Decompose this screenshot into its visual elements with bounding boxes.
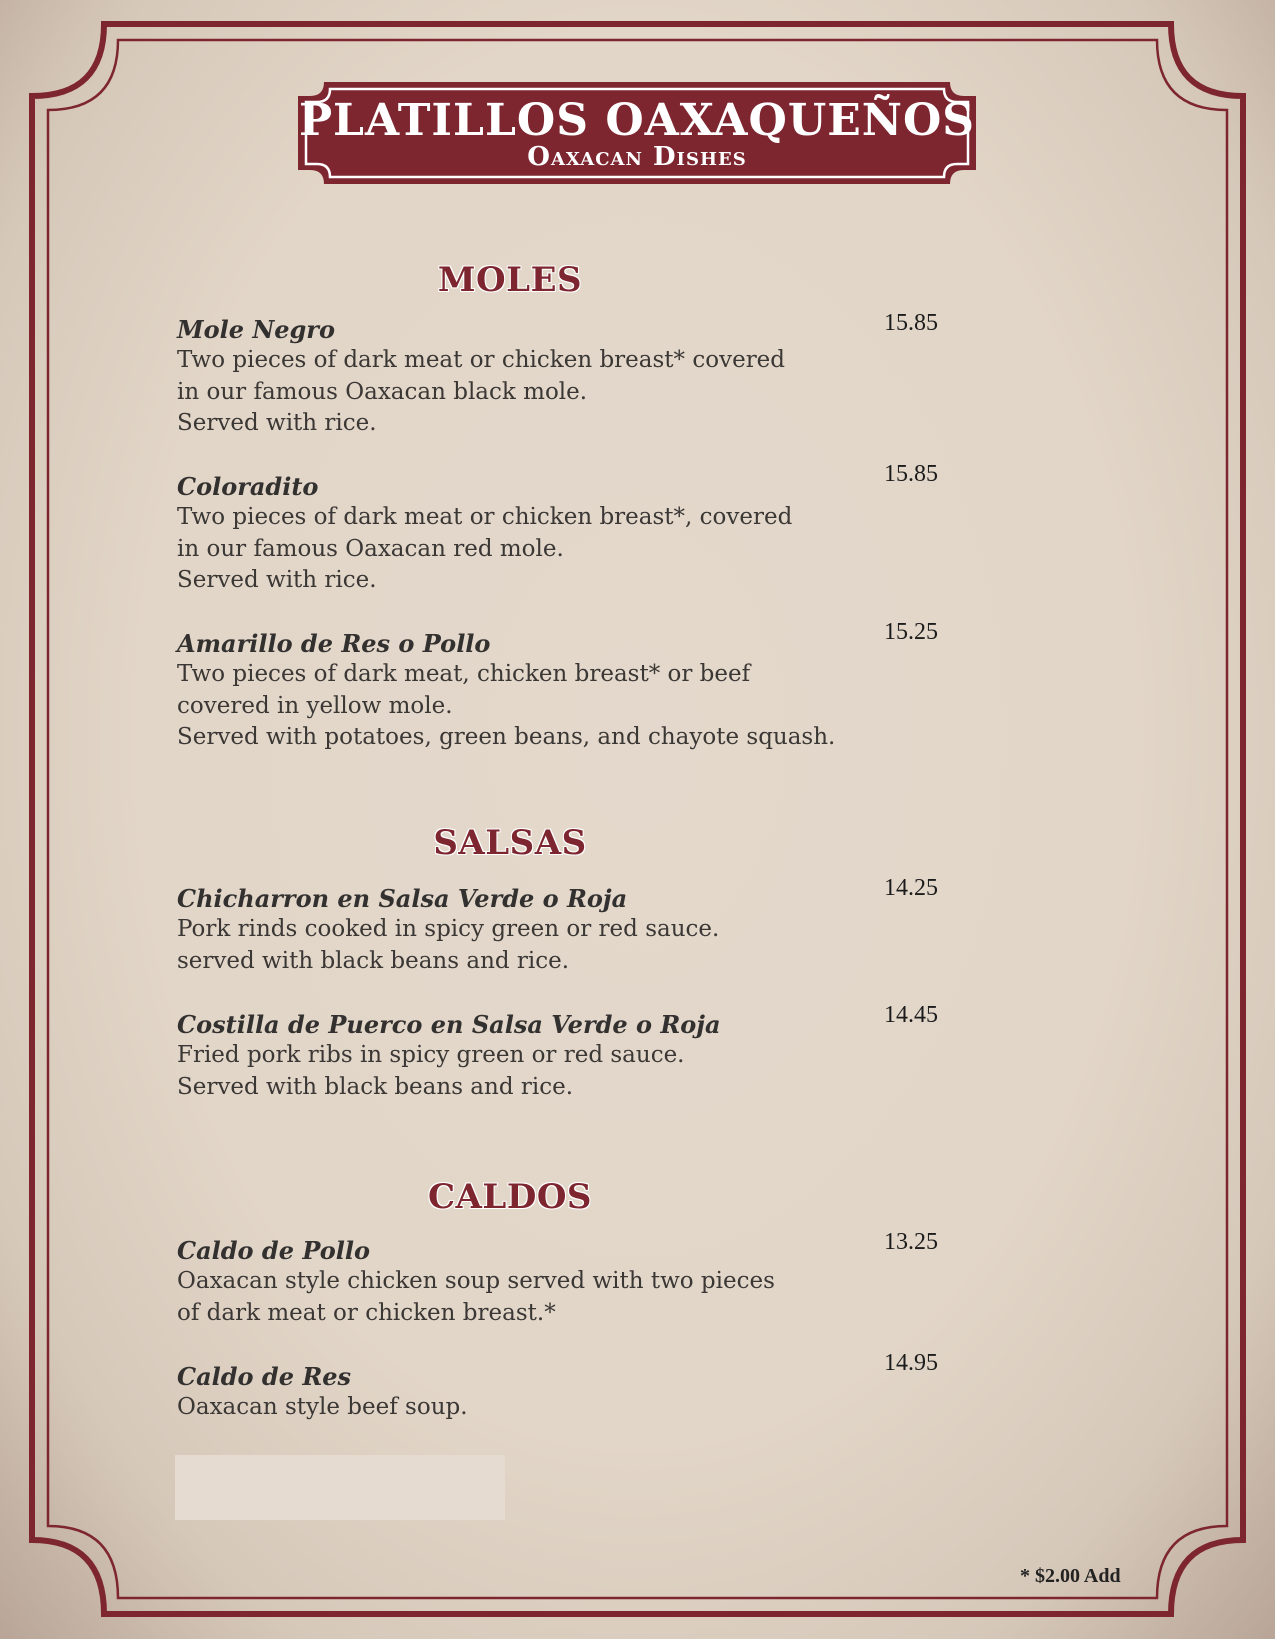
- item-name: Chicharron en Salsa Verde o Roja: [177, 884, 628, 913]
- item-price: 14.45: [884, 1002, 938, 1028]
- item-description: Two pieces of dark meat or chicken breast* covered in our famous Oaxacan black mole. Served with rice.: [177, 347, 786, 436]
- menu-item: [177, 883, 857, 977]
- section-title-salsas: SALSAS: [433, 823, 587, 863]
- menu-item: [177, 314, 857, 440]
- item-description: Oaxacan style beef soup.: [177, 1394, 468, 1420]
- footnote: * $2.00 Add: [1020, 1565, 1121, 1587]
- menu-title: PLATILLOS OAXAQUEÑOS: [298, 95, 976, 146]
- item-price: 15.25: [884, 619, 938, 645]
- menu-item: [177, 1009, 857, 1103]
- item-description: Two pieces of dark meat, chicken breast* or beef covered in yellow mole. Served with potatoes, green beans, and chayote squash.: [177, 661, 836, 750]
- item-price: 14.95: [884, 1350, 938, 1376]
- menu-item: [177, 1235, 857, 1329]
- section-title-moles: MOLES: [437, 260, 583, 300]
- item-description: Fried pork ribs in spicy green or red sauce. Served with black beans and rice.: [177, 1042, 685, 1100]
- section-title-caldos: CALDOS: [427, 1177, 592, 1217]
- item-price: 15.85: [884, 310, 938, 336]
- item-description: Pork rinds cooked in spicy green or red sauce. served with black beans and rice.: [177, 916, 720, 974]
- menu-item: [177, 628, 857, 754]
- item-price: 13.25: [884, 1229, 938, 1255]
- item-name: Amarillo de Res o Pollo: [177, 629, 491, 658]
- item-name: Caldo de Res: [177, 1362, 352, 1391]
- item-description: Oaxacan style chicken soup served with two pieces of dark meat or chicken breast.*: [177, 1268, 775, 1326]
- menu-item: [177, 471, 857, 597]
- item-name: Costilla de Puerco en Salsa Verde o Roja: [177, 1010, 721, 1039]
- header-banner: [298, 82, 976, 184]
- item-name: Coloradito: [177, 472, 319, 501]
- item-name: Caldo de Pollo: [177, 1236, 370, 1265]
- menu-item: [177, 1361, 857, 1424]
- item-name: Mole Negro: [177, 315, 335, 344]
- item-price: 14.25: [884, 875, 938, 901]
- menu-subtitle: Oaxacan Dishes: [527, 142, 747, 172]
- item-description: Two pieces of dark meat or chicken breast*, covered in our famous Oaxacan red mole. Served with rice.: [177, 504, 793, 593]
- item-price: 15.85: [884, 461, 938, 487]
- blank-area: [175, 1455, 505, 1520]
